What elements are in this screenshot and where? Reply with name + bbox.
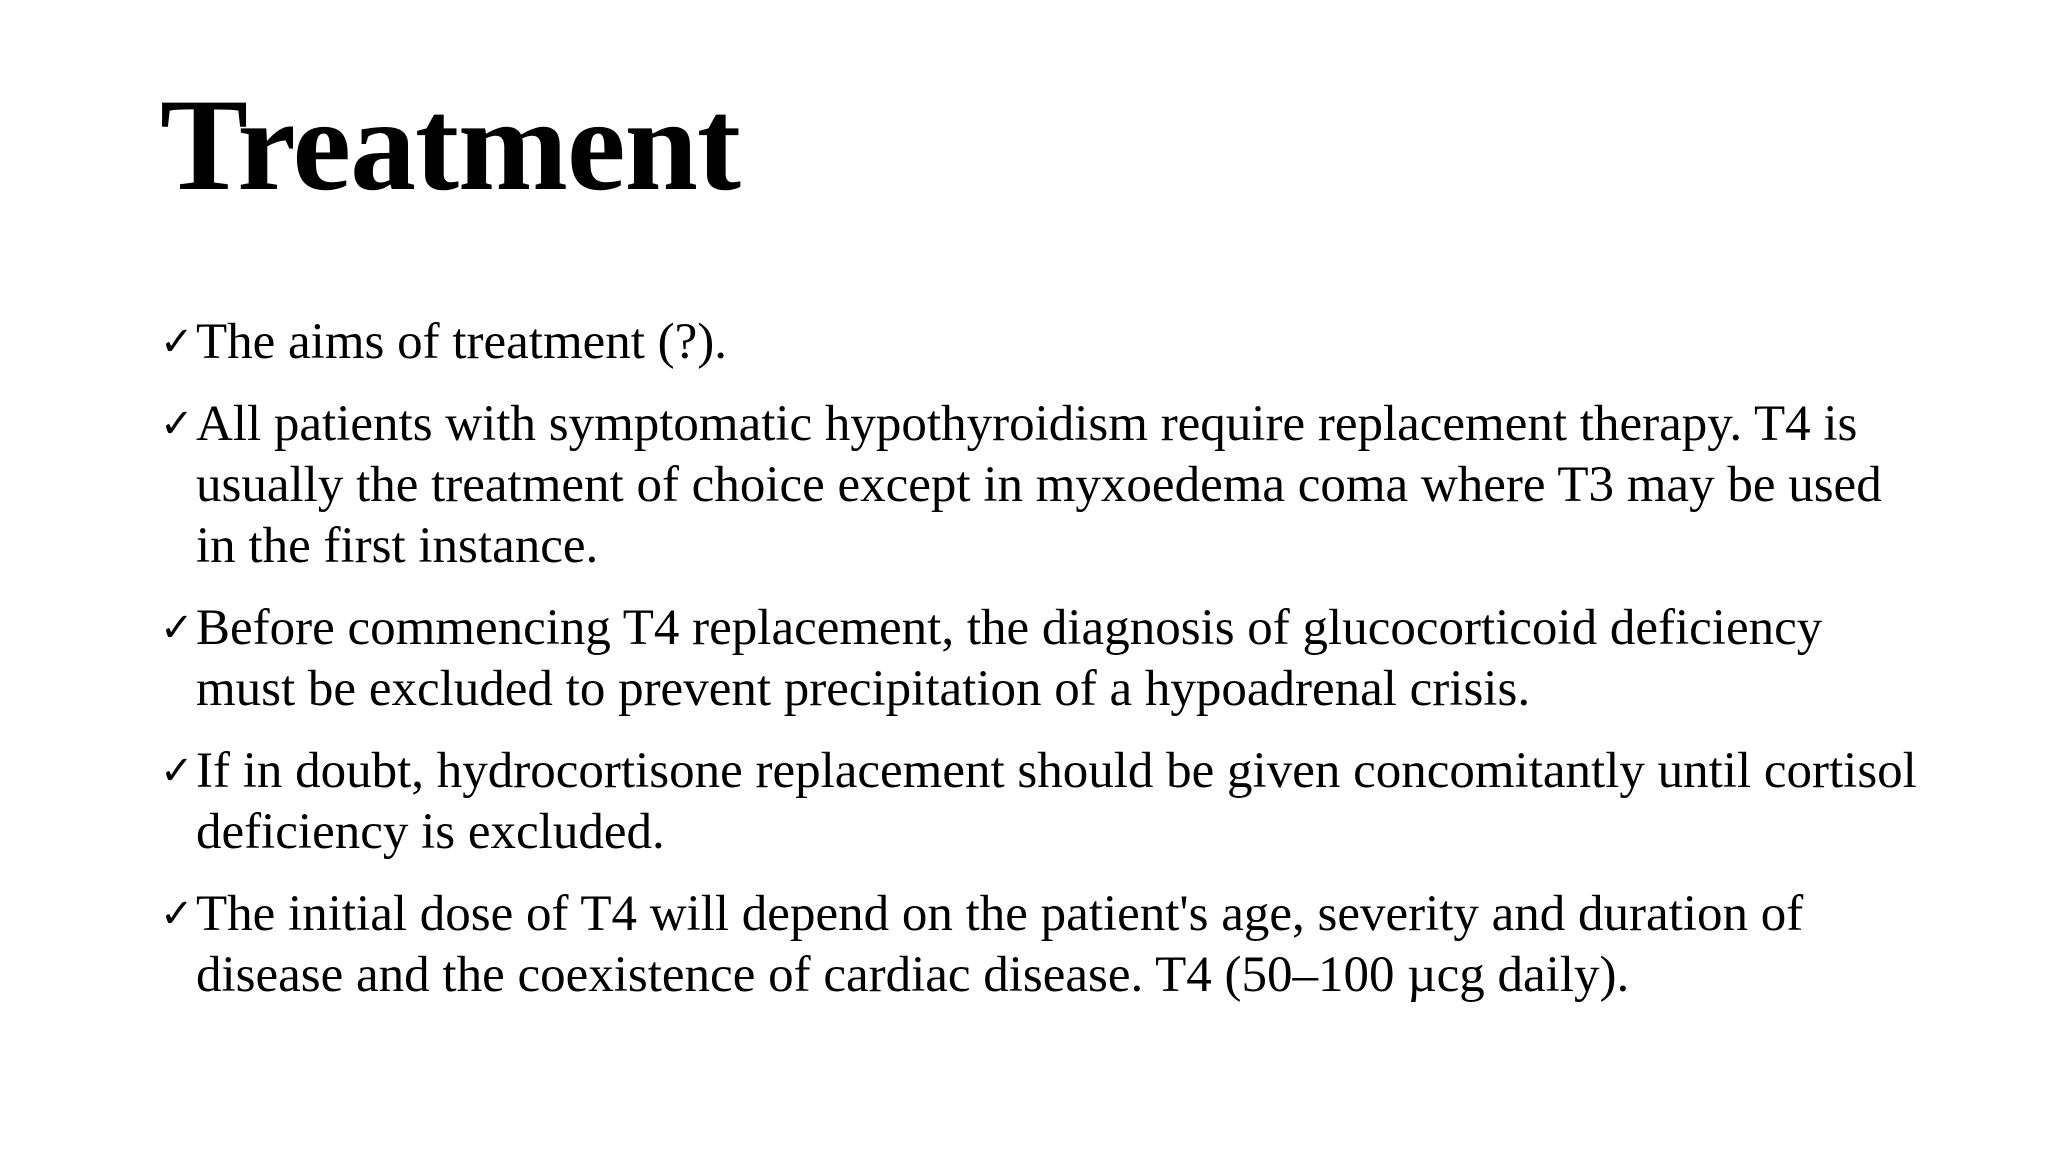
bullet-item — [160, 884, 1920, 1006]
checkmark-icon: ✓ — [160, 891, 194, 937]
checkmark-icon: ✓ — [160, 319, 194, 365]
bullet-item — [160, 741, 1920, 863]
checkmark-icon: ✓ — [160, 605, 194, 651]
bullet-text: The initial dose of T4 will depend on the patient's age, severity and duration of disease and the coexistence of cardiac disease. T4 (50–100 µcg daily). — [196, 886, 1804, 1003]
bullet-item — [160, 312, 1920, 373]
bullet-item — [160, 598, 1920, 720]
bullet-text: The aims of treatment (?). — [196, 314, 728, 370]
slide-title: Treatment — [160, 71, 740, 218]
checkmark-icon: ✓ — [160, 748, 194, 794]
bullet-item — [160, 394, 1920, 577]
checkmark-icon: ✓ — [160, 401, 194, 447]
bullet-list — [160, 312, 1920, 1027]
bullet-text: If in doubt, hydrocortisone replacement should be given concomitantly until cortisol deficiency is excluded. — [196, 743, 1917, 860]
bullet-text: All patients with symptomatic hypothyroidism require replacement therapy. T4 is usually the treatment of choice except in myxoedema coma where T3 may be used in the first instance. — [196, 396, 1882, 574]
bullet-text: Before commencing T4 replacement, the diagnosis of glucocorticoid deficiency must be excluded to prevent precipitation of a hypoadrenal crisis. — [196, 600, 1823, 717]
